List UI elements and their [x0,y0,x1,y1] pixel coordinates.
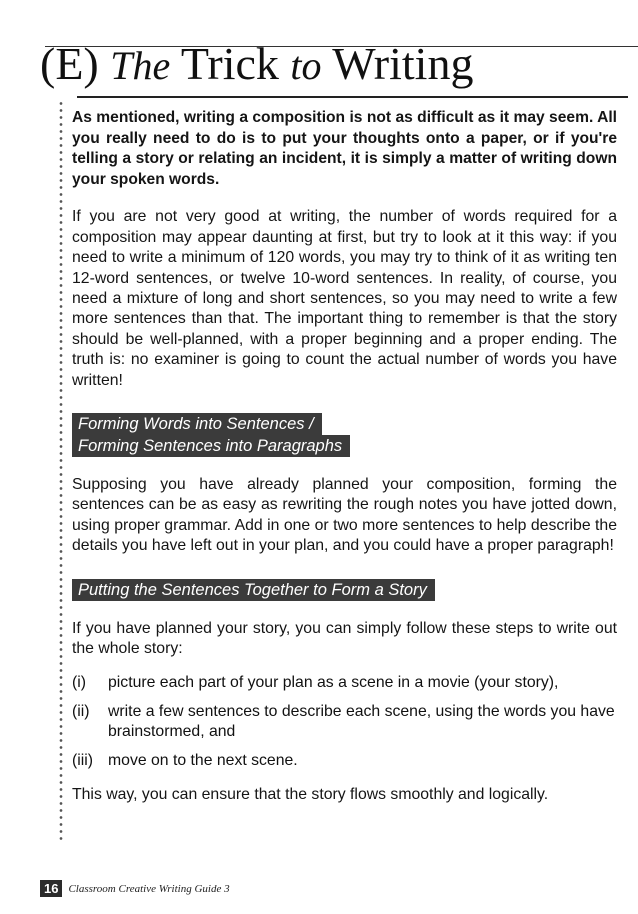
title-prefix: (E) [40,38,111,89]
step-number: (ii) [72,702,90,720]
page-content [72,108,617,806]
list-item [72,673,617,693]
intro-paragraph: As mentioned, writing a composition is not as difficult as it may seem. All you really need to do is to put your thoughts onto a paper, or if you're telling a story or relating an incident, it is simply a matter of writing down your spoken words. [72,109,617,188]
page-title [40,36,473,94]
section-heading-1 [72,413,617,457]
section-heading-2 [72,579,617,601]
steps-list [72,673,617,771]
heading-2-text: Putting the Sentences Together to Form a Story [72,579,435,601]
paragraph-steps-intro: If you have planned your story, you can simply follow these steps to write out the whole story: [72,619,617,658]
step-text: move on to the next scene. [108,751,298,769]
paragraph-forming-sentences: Supposing you have already planned your composition, forming the sentences can be as easy as rewriting the rough notes you have jotted down, using proper grammar. Add in one or two more sentences to help describe the details you have left out in your plan, and you could have a proper paragraph! [72,476,617,555]
title-trick: Trick [170,38,291,89]
heading-1-line-2: Forming Sentences into Paragraphs [72,435,350,457]
heading-1-line-1: Forming Words into Sentences / [72,413,322,435]
title-underline [77,96,628,98]
page-footer [40,880,230,897]
step-number: (iii) [72,751,94,769]
title-writing: Writing [321,38,474,89]
step-text: picture each part of your plan as a scene in a movie (your story), [108,674,559,692]
page-number: 16 [40,880,62,897]
paragraph-conclusion: This way, you can ensure that the story flows smoothly and logically. [72,786,549,804]
list-item [72,702,617,743]
step-text: write a few sentences to describe each scene, using the words you have brainstormed, and [108,702,615,741]
dotted-margin-line [58,100,64,840]
list-item [72,751,617,771]
book-title: Classroom Creative Writing Guide 3 [68,882,230,895]
paragraph-word-count: If you are not very good at writing, the number of words required for a composition may appear daunting at first, but try to look at it this way: if you need to write a minimum of 120 words, you may try to think of it as writing ten 12-word sentences, or twelve 10-word sentences. In reality, of course, you need a mixture of long and short sentences, so you may need to write a few more sentences than that. The important thing to remember is that the story should be well-planned, with a proper beginning and a proper ending. The truth is: no examiner is going to count the actual number of words you have written! [72,208,617,389]
step-number: (i) [72,674,87,692]
title-the: The [110,43,171,88]
title-to: to [290,43,322,88]
